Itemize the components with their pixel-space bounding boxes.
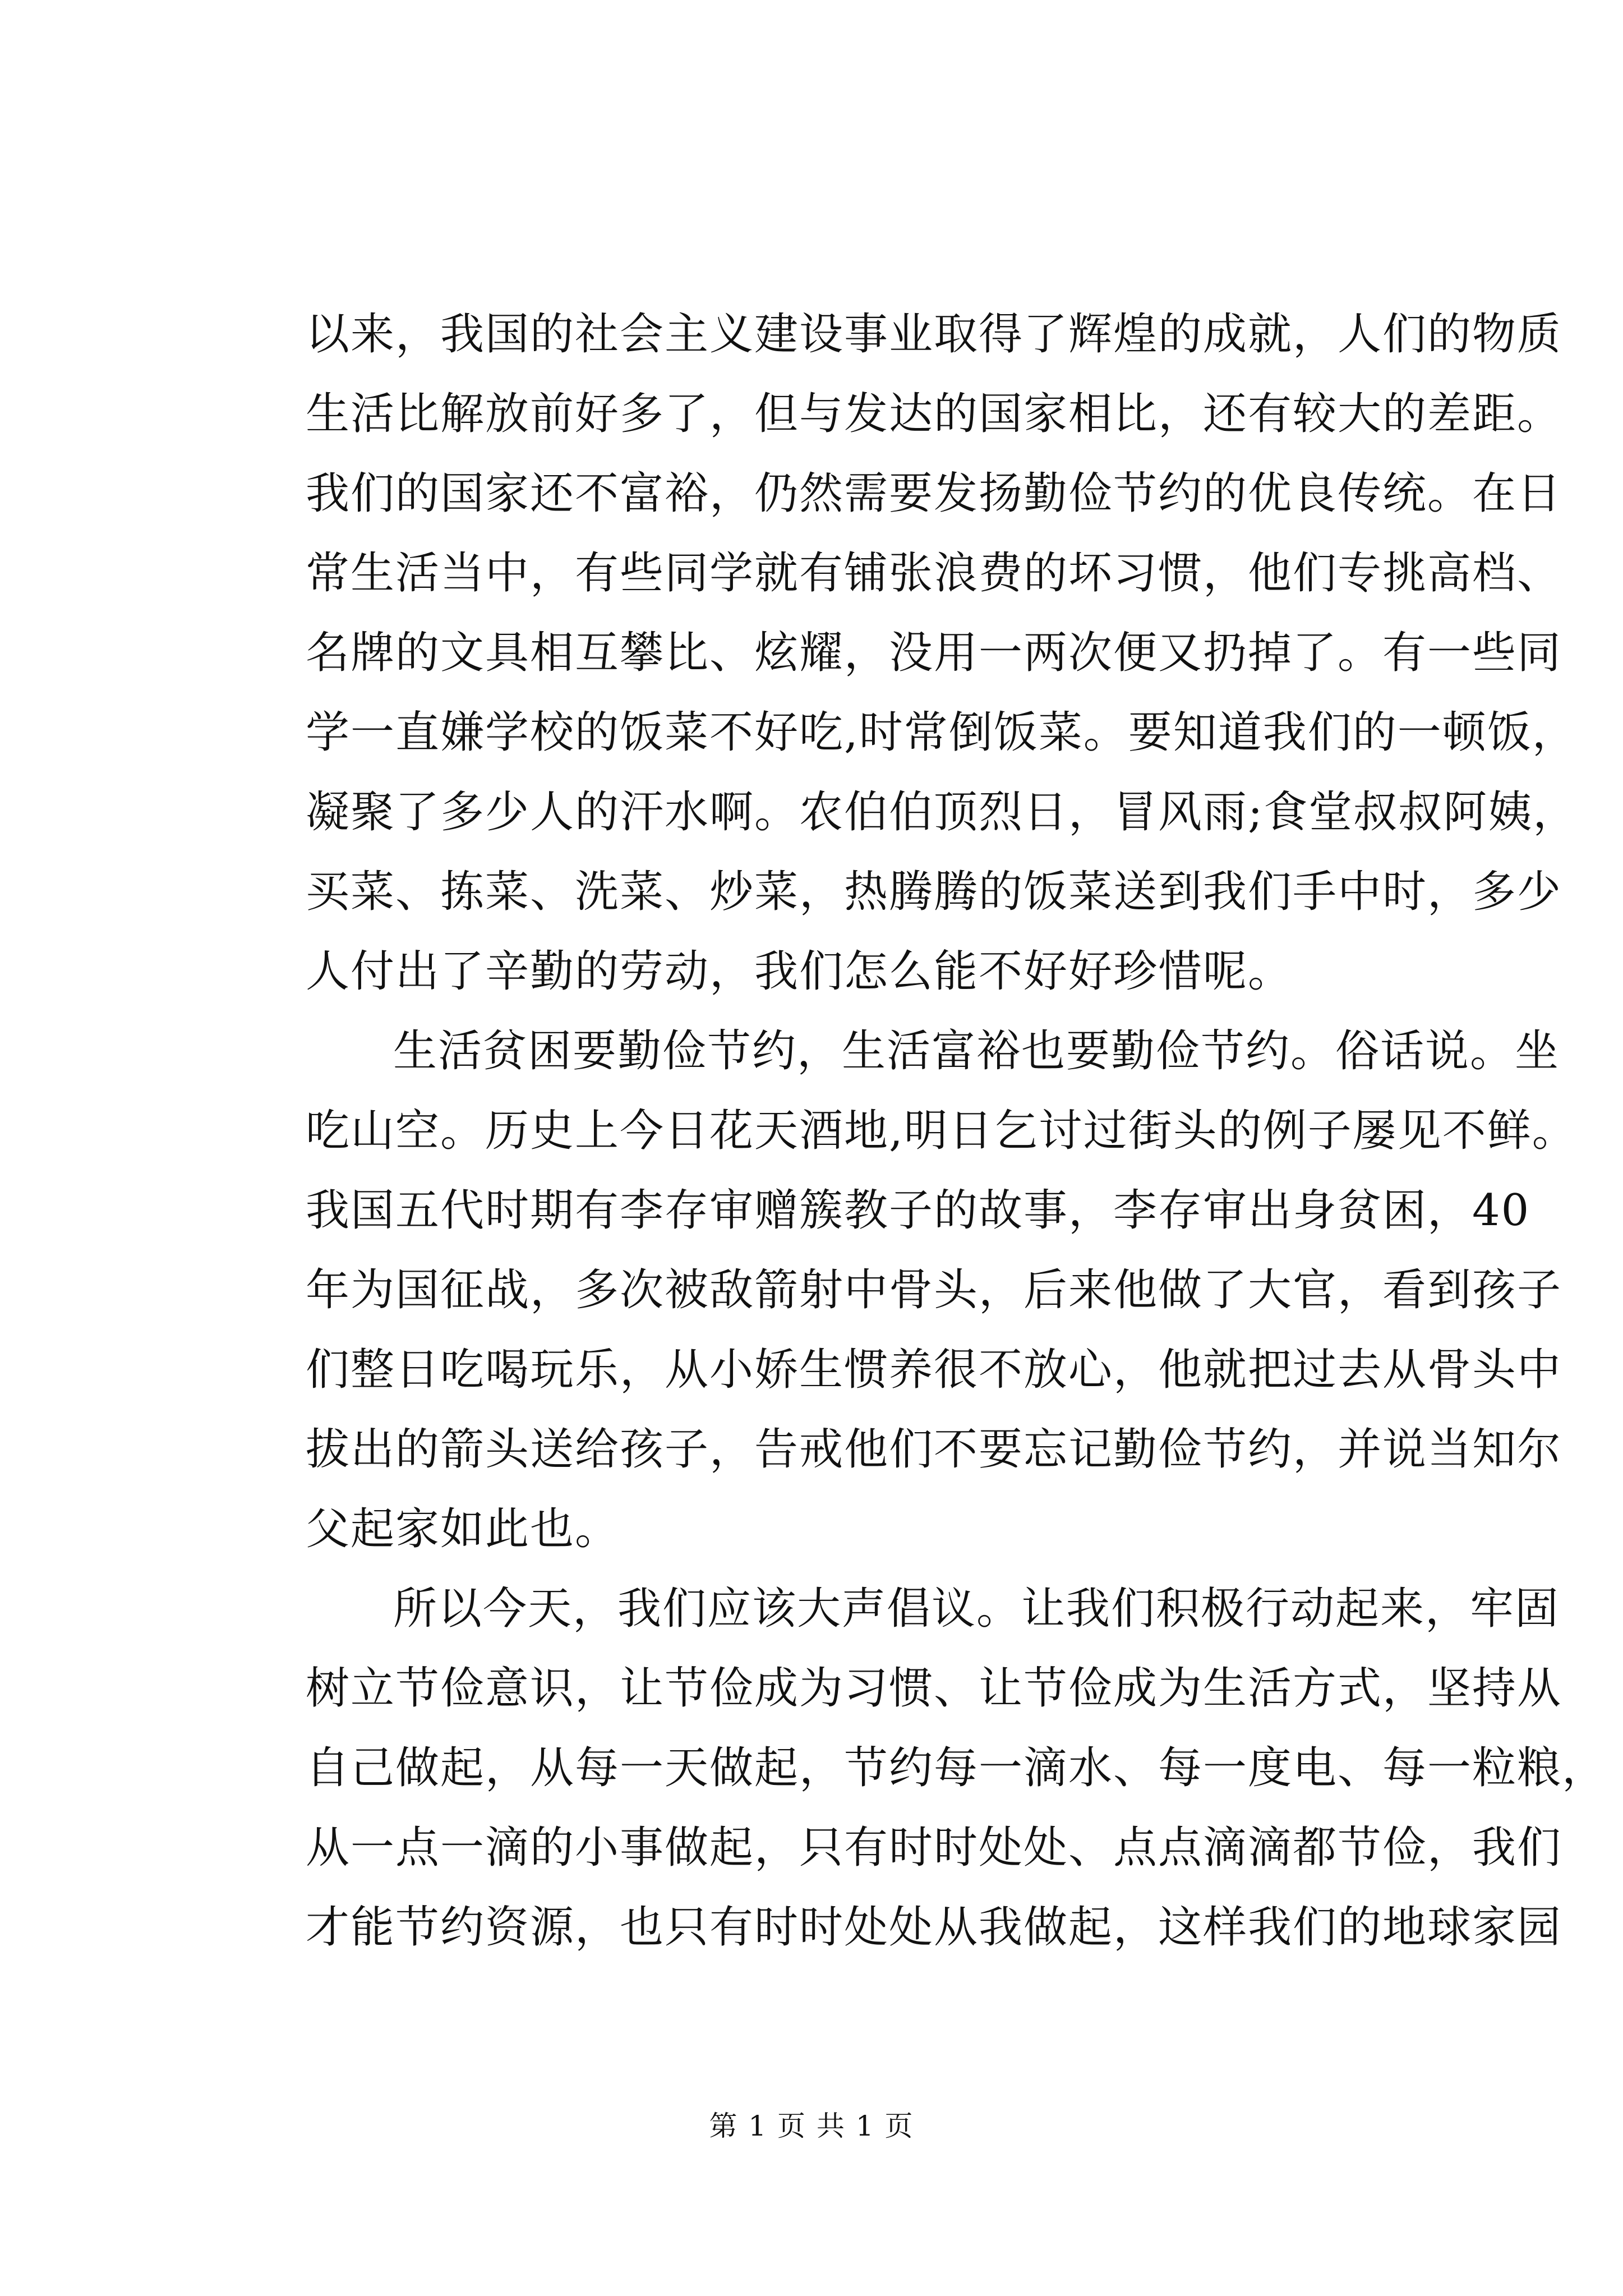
text-line: 人付出了辛勤的劳动，我们怎么能不好好珍惜呢。 xyxy=(306,946,1293,997)
text-line: 凝聚了多少人的汗水啊。农伯伯顶烈日，冒风雨;食堂叔叔阿姨， xyxy=(306,787,1578,838)
body-text xyxy=(306,295,1607,1967)
text-line: 吃山空。历史上今日花天酒地,明日乞讨过街头的例子屡见不鲜。 xyxy=(306,1106,1577,1156)
text-line: 我们的国家还不富裕，仍然需要发扬勤俭节约的优良传统。在日 xyxy=(306,468,1562,519)
text-line: 所以今天，我们应该大声倡议。让我们积极行动起来，牢固 xyxy=(393,1584,1560,1634)
text-line: 年为国征战，多次被敌箭射中骨头，后来他做了大官，看到孩子 xyxy=(306,1265,1562,1315)
page-footer: 第 1 页 共 1 页 xyxy=(709,2110,914,2142)
text-line: 从一点一滴的小事做起，只有时时处处、点点滴滴都节俭，我们 xyxy=(306,1823,1562,1873)
text-line: 我国五代时期有李存审赠簇教子的故事，李存审出身贫困，40 xyxy=(306,1185,1530,1236)
text-line: 自己做起，从每一天做起，节约每一滴水、每一度电、每一粒粮， xyxy=(306,1743,1607,1793)
text-line: 生活贫困要勤俭节约，生活富裕也要勤俭节约。俗话说。坐 xyxy=(393,1026,1560,1076)
text-line: 以来，我国的社会主义建设事业取得了辉煌的成就，人们的物质 xyxy=(306,309,1562,360)
text-line: 名牌的文具相互攀比、炫耀，没用一两次便又扔掉了。有一些同 xyxy=(306,628,1562,678)
text-line: 拔出的箭头送给孩子，告戒他们不要忘记勤俭节约，并说当知尔 xyxy=(306,1424,1562,1475)
text-line: 才能节约资源，也只有时时处处从我做起，这样我们的地球家园 xyxy=(306,1902,1562,1953)
text-line: 树立节俭意识，让节俭成为习惯、让节俭成为生活方式，坚持从 xyxy=(306,1663,1562,1714)
text-line: 生活比解放前好多了，但与发达的国家相比，还有较大的差距。 xyxy=(306,389,1562,439)
text-line: 常生活当中，有些同学就有铺张浪费的坏习惯，他们专挑高档、 xyxy=(306,548,1562,599)
text-line: 父起家如此也。 xyxy=(306,1504,620,1554)
text-line: 买菜、拣菜、洗菜、炒菜，热腾腾的饭菜送到我们手中时，多少 xyxy=(306,867,1562,917)
text-line: 们整日吃喝玩乐，从小娇生惯养很不放心，他就把过去从骨头中 xyxy=(306,1345,1562,1395)
text-line: 学一直嫌学校的饭菜不好吃,时常倒饭菜。要知道我们的一顿饭， xyxy=(306,707,1577,758)
